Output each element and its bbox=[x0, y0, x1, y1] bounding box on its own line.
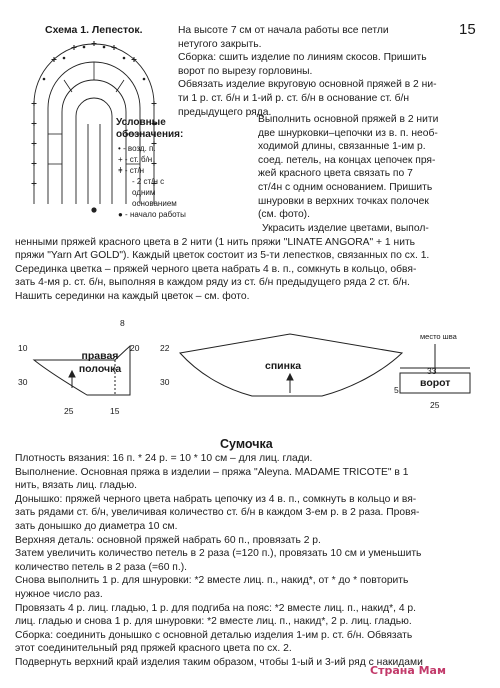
text-line: Сборка: соединить донышко с основной деталью изделия 1-им р. ст. б/н. Обвязать bbox=[15, 629, 413, 641]
cord-text bbox=[258, 113, 478, 222]
right-front-label bbox=[72, 350, 128, 376]
legend-title bbox=[116, 117, 183, 141]
right-column-text bbox=[178, 24, 448, 119]
dimension-label: 10 bbox=[18, 343, 28, 353]
text-line: зать 4-мя р. ст. б/н, выполняя в каждом ряду из ст. б/н предыдущего ряда 2 ст. б/н. bbox=[15, 277, 410, 289]
dimension-label: 33 bbox=[427, 366, 437, 376]
text-line: пряжи "Yarn Art GOLD"). Каждый цветок состоит из 5-ти лепестков, связанных по сх. 1. bbox=[15, 250, 430, 262]
label-line: полочка bbox=[78, 363, 122, 375]
text-line: Плотность вязания: 16 п. * 24 р. = 10 * 10 см – для лиц. глади. bbox=[15, 453, 313, 464]
seam-label: место шва bbox=[420, 332, 457, 341]
text-line: Верхняя деталь: основной пряжей набрать 60 п., провязать 2 р. bbox=[15, 534, 321, 546]
text-line: нужное число раз. bbox=[15, 588, 103, 600]
text-line: соед. петель, на концах цепочек пря- bbox=[258, 154, 436, 166]
text-line: Выполнение. Основная пряжа в изделии – пряжа "Aleyna. MADAME TRICOTE" в 1 bbox=[15, 466, 409, 478]
text-line: ходимой длины, связанные 1-им р. bbox=[258, 141, 426, 153]
legend-item: - 2 ст/н с одним bbox=[132, 177, 165, 197]
text-line: Подвернуть верхний край изделия таким образом, чтобы 1-ый и 3-ий ряд с накидами bbox=[15, 656, 423, 668]
text-line: Обвязать изделие вкруговую основной пряжей в 2 ни- bbox=[178, 79, 437, 91]
text-line: ворот по вырезу горловины. bbox=[178, 65, 313, 77]
text-line: этот соединительный ряд пряжей красного цвета по сх. 2. bbox=[15, 643, 292, 655]
text-line: Украсить изделие цветами, выпол- bbox=[262, 223, 429, 234]
text-line: Донышко: пряжей черного цвета набрать цепочку из 4 в. п., сомкнуть в кольцо и вя- bbox=[15, 493, 417, 505]
legend-item: ● - начало работы bbox=[118, 210, 186, 219]
legend-item: + - ст. б/н bbox=[118, 155, 153, 164]
text-line: зать донышко до диаметра 10 см. bbox=[15, 520, 178, 532]
text-line: нетугого закрыть. bbox=[178, 38, 262, 50]
bag-instructions bbox=[15, 452, 493, 670]
text-line: Выполнить основной пряжей в 2 нити bbox=[258, 114, 439, 125]
dimension-label: 8 bbox=[120, 318, 125, 328]
flowers-paragraph bbox=[15, 222, 493, 304]
legend-title-line: Условные bbox=[116, 117, 166, 128]
text-line: ти 1 р. ст. б/н и 1-ий р. ст. б/н в основание ст. б/н bbox=[178, 92, 410, 104]
bag-title: Сумочка bbox=[220, 437, 273, 451]
legend-item: • - возд. п. bbox=[118, 144, 156, 153]
legend-item: ǂ - ст/н bbox=[118, 166, 145, 175]
legend-item: основанием bbox=[132, 199, 177, 208]
legend-title-line: обозначения: bbox=[116, 129, 184, 140]
text-line: две шнурковки–цепочки из в. п. необ- bbox=[258, 127, 438, 139]
text-line: Нашить серединки на каждый цветок – см. фото. bbox=[15, 290, 250, 302]
text-line: На высоте 7 см от начала работы все петли bbox=[178, 25, 389, 36]
dimension-label: 5 bbox=[394, 385, 399, 395]
label-line: правая bbox=[81, 350, 119, 362]
watermark-logo: Страна Мам bbox=[370, 664, 446, 677]
text-line: количество петель в 2 раза (=60 п.). bbox=[15, 561, 188, 573]
text-line: предыдущего ряда. bbox=[178, 106, 272, 118]
text-line: нить, вязать лиц. гладью. bbox=[15, 480, 137, 492]
dimension-label: 30 bbox=[160, 377, 170, 387]
back-label: спинка bbox=[265, 360, 302, 372]
text-line: лиц. гладью и снова 1 р. для шнуровки: *2 вместе лиц. п., накид*, 2 р. лиц. гладью. bbox=[15, 616, 412, 628]
collar-label: ворот bbox=[420, 377, 451, 389]
dimension-label: 25 bbox=[430, 400, 440, 410]
text-line: Серединка цветка – пряжей черного цвета набрать 4 в. п., сомкнуть в кольцо, обвя- bbox=[15, 263, 417, 275]
dimension-label: 22 bbox=[160, 343, 170, 353]
legend-list bbox=[118, 143, 188, 220]
scheme-title: Схема 1. Лепесток. bbox=[45, 24, 143, 36]
text-line: шнуровки в верхних точках полочек bbox=[258, 195, 429, 207]
text-line: (см. фото). bbox=[258, 209, 310, 221]
dimension-label: 25 bbox=[64, 406, 74, 416]
page-number: 15 bbox=[459, 21, 476, 38]
text-line: зать рядами ст. б/н, увеличивая количество ст. б/н в каждом 3-ем р. в 2 раза. Провя- bbox=[15, 507, 420, 519]
dimension-label: 15 bbox=[110, 406, 120, 416]
text-line: Провязать 4 р. лиц. гладью, 1 р. для подгиба на пояс: *2 вместе лиц. п., накид*, 4 р. bbox=[15, 602, 417, 614]
dimension-label: 20 bbox=[130, 343, 140, 353]
text-line: Снова выполнить 1 р. для шнуровки: *2 вместе лиц. п., накид*, от * до * повторить bbox=[15, 575, 409, 587]
text-line: Сборка: сшить изделие по линиям скосов. Пришить bbox=[178, 52, 427, 64]
dimension-label: 30 bbox=[18, 377, 28, 387]
text-line: ненными пряжей красного цвета в 2 нити (1 нить пряжи "LINATE ANGORA" + 1 нить bbox=[15, 236, 416, 248]
text-line: жей красного цвета связать по 7 bbox=[258, 168, 413, 180]
text-line: ст/4н с одним основанием. Пришить bbox=[258, 181, 433, 193]
text-line: Затем увеличить количество петель в 2 раза (=120 п.), провязать 10 см и уменьшить bbox=[15, 548, 422, 560]
